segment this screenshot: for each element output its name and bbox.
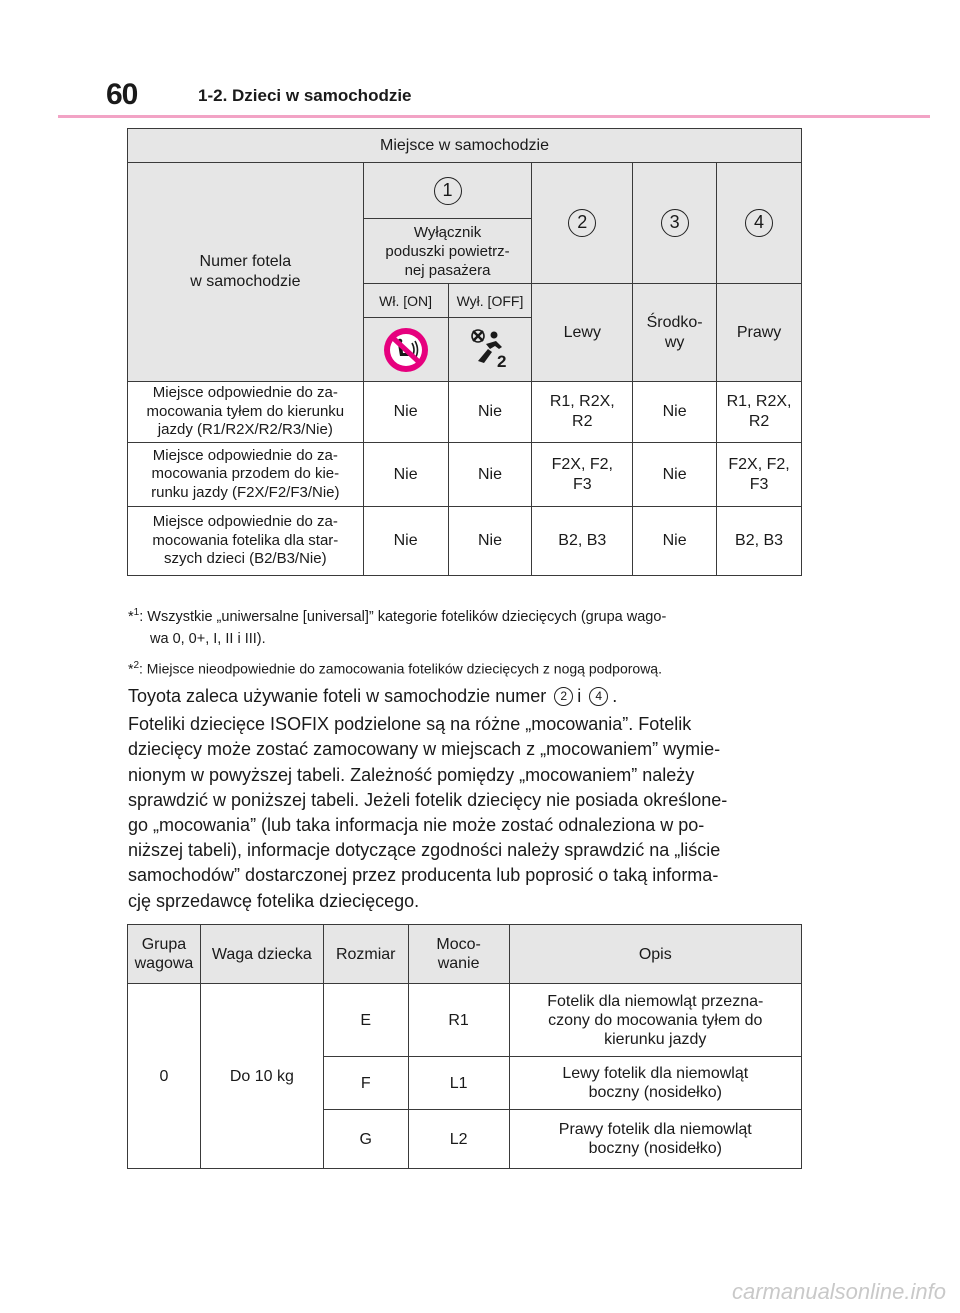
table-cell: Fotelik dla niemowląt przezna- czony do mocowania tyłem do kierunku jazdy [509, 984, 801, 1057]
seat-number-label: Numer fotela w samochodzie [128, 163, 364, 382]
table-cell: Prawy fotelik dla niemowląt boczny (nosidełko) [509, 1110, 801, 1169]
airbag-switch-label: Wyłącznik poduszki powietrz- nej pasażera [363, 219, 532, 284]
column-header: Rozmiar [323, 925, 408, 984]
svg-text:2: 2 [496, 351, 507, 369]
airbag-on-prohibited-icon [384, 328, 428, 372]
recommendation-end: . [612, 686, 618, 706]
page-header [0, 0, 960, 120]
column-header: Waga dziecka [200, 925, 323, 984]
position-left: Lewy [532, 284, 633, 382]
table-cell: G [323, 1110, 408, 1169]
seat-1-number: 1 [434, 177, 462, 205]
recommendation-line [128, 684, 808, 709]
position-right: Prawy [717, 284, 802, 382]
seat-ref-2: 2 [554, 687, 573, 706]
seat-ref-4: 4 [589, 687, 608, 706]
table-row-label: Miejsce odpowiednie do za- mocowania przodem do kie- runku jazdy (F2X/F2/F3/Nie) [128, 443, 364, 507]
footnote-text: : Miejsce nieodpowiednie do zamocowania fotelików dziecięcych z nogą podporową. [139, 660, 662, 677]
weight-group: 0 [128, 984, 201, 1169]
paragraph-line: cję sprzedawcę fotelika dziecięcego. [128, 890, 420, 911]
footnote-text: : Wszystkie „uniwersalne [universal]” kategorie fotelików dziecięcych (grupa wago- [139, 608, 667, 625]
table-cell: Nie [363, 443, 448, 507]
recommendation-and: i [577, 686, 582, 706]
page-number: 60 [106, 78, 138, 111]
table-cell: Nie [448, 507, 532, 576]
recommendation-text: Toyota zaleca używanie foteli w samochodzie numer [128, 686, 547, 706]
seat-suitability-table [127, 128, 802, 576]
paragraph-line: niższej tabeli), informacje dotyczące zgodności należy sprawdzić na „liście [128, 840, 721, 861]
footnote-superscript: 2 [133, 660, 140, 671]
position-center: Środko- wy [633, 284, 717, 382]
footnote-mark: * [128, 608, 134, 625]
switch-on-label: Wł. [ON] [363, 284, 448, 318]
paragraph-line: go „mocowania” (lub taka informacja nie może zostać odnaleziona w po- [128, 815, 705, 836]
table-cell: E [323, 984, 408, 1057]
seat-3-cell [633, 163, 717, 284]
paragraph-line: sprawdzić w poniższej tabeli. Jeżeli fotelik dziecięcy nie posiada określone- [128, 789, 728, 810]
table-cell: R1 [408, 984, 509, 1057]
table-cell: L1 [408, 1057, 509, 1110]
footnote-text-continued: wa 0, 0+, I, II i III). [150, 630, 266, 647]
table-cell: F [323, 1057, 408, 1110]
footnote-mark: * [128, 660, 134, 677]
column-header: Grupa wagowa [128, 925, 201, 984]
paragraph-line: samochodów” dostarczonej przez producenta lub poprosić o taką informa- [128, 865, 719, 886]
table-cell: R1, R2X, R2 [532, 382, 633, 443]
footnote-1 [128, 603, 666, 649]
column-header: Opis [509, 925, 801, 984]
paragraph-line: dziecięcy może zostać zamocowany w miejscach z „mocowaniem” wymie- [128, 739, 721, 760]
table-cell: B2, B3 [717, 507, 802, 576]
table-cell: F2X, F2, F3 [532, 443, 633, 507]
watermark: carmanualsonline.info [731, 1279, 946, 1304]
seat-2-number: 2 [568, 209, 596, 237]
table-row-label: Miejsce odpowiednie do za- mocowania fotelika dla star- szych dzieci (B2/B3/Nie) [128, 507, 364, 576]
paragraph [128, 712, 808, 914]
header-divider [58, 115, 930, 118]
table-cell: Lewy fotelik dla niemowląt boczny (nosidełko) [509, 1057, 801, 1110]
paragraph-line: Foteliki dziecięce ISOFIX podzielone są na różne „mocowania”. Fotelik [128, 714, 692, 735]
table-cell: L2 [408, 1110, 509, 1169]
seat-1-cell [363, 163, 532, 219]
airbag-on-icon-cell [363, 318, 448, 382]
isofix-size-table [127, 924, 802, 1169]
table-cell: R1, R2X, R2 [717, 382, 802, 443]
section-title: 1-2. Dzieci w samochodzie [198, 86, 412, 105]
table-cell: Nie [633, 443, 717, 507]
table-cell: B2, B3 [532, 507, 633, 576]
seat-3-number: 3 [661, 209, 689, 237]
seat-2-cell [532, 163, 633, 284]
footnote-2 [128, 656, 662, 679]
table-cell: F2X, F2, F3 [717, 443, 802, 507]
table-cell: Nie [363, 507, 448, 576]
seat-4-number: 4 [745, 209, 773, 237]
column-header: Moco- wanie [408, 925, 509, 984]
rear-facing-seat-crossed-icon [468, 325, 512, 369]
table-cell: Nie [448, 443, 532, 507]
switch-off-label: Wył. [OFF] [448, 284, 532, 318]
child-weight: Do 10 kg [200, 984, 323, 1169]
body-text [128, 684, 808, 914]
table-cell: Nie [363, 382, 448, 443]
table-caption: Miejsce w samochodzie [128, 129, 802, 163]
footnote-superscript: 1 [133, 607, 140, 618]
rear-seat-icon-cell [448, 318, 532, 382]
table-row-label: Miejsce odpowiednie do za- mocowania tyłem do kierunku jazdy (R1/R2X/R2/R3/Nie) [128, 382, 364, 443]
table-cell: Nie [633, 507, 717, 576]
paragraph-line: nionym w powyższej tabeli. Zależność pomiędzy „mocowaniem” należy [128, 764, 695, 785]
table-cell: Nie [633, 382, 717, 443]
table-cell: Nie [448, 382, 532, 443]
seat-4-cell [717, 163, 802, 284]
